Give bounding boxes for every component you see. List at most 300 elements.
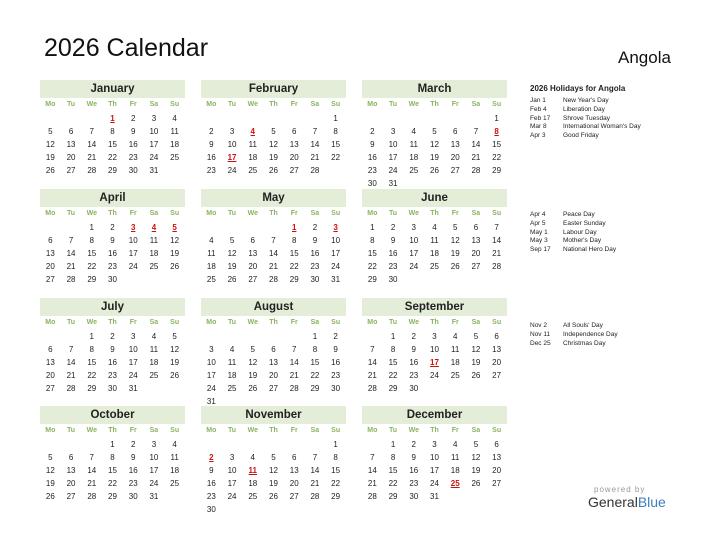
day-cell: 18	[248, 479, 258, 488]
day-cell: 23	[367, 166, 377, 175]
day-cell: 11	[170, 127, 179, 136]
holiday-group-q4	[530, 322, 705, 348]
day-cell: 1	[110, 440, 115, 449]
day-cell: 17	[227, 479, 237, 488]
empty-cell	[362, 438, 383, 451]
weekday-label: Tu	[228, 427, 237, 434]
empty-cell	[263, 330, 284, 343]
month-name: August	[201, 298, 346, 316]
day-cell: 2	[411, 440, 416, 449]
weekday-label: Su	[492, 427, 502, 434]
day-cell: 20	[471, 249, 481, 258]
day-cell: 16	[331, 358, 341, 367]
empty-cell	[222, 330, 243, 343]
holiday-group-q1	[530, 97, 705, 141]
day-cell: 13	[492, 453, 502, 462]
weekday-label: Fr	[129, 210, 137, 217]
day-cell: 14	[310, 140, 320, 149]
weekday-label: Tu	[67, 210, 76, 217]
day-grid	[362, 98, 507, 190]
day-cell: 22	[331, 479, 341, 488]
day-cell: 9	[130, 453, 136, 462]
day-cell: 25	[450, 371, 460, 380]
day-cell: 12	[471, 345, 481, 354]
day-cell: 25	[170, 479, 180, 488]
day-cell: 24	[409, 262, 419, 271]
weekday-label: Fr	[129, 101, 137, 108]
weekday-label: Tu	[228, 319, 237, 326]
day-cell: 2	[130, 114, 136, 123]
weekday-label: We	[86, 319, 97, 326]
day-cell: 13	[450, 140, 460, 149]
day-cell: 19	[430, 153, 439, 162]
day-cell: 9	[390, 236, 396, 245]
holiday-name: Christmas Day	[563, 339, 606, 347]
weekday-label: Fr	[451, 210, 459, 217]
weekday-label: We	[247, 210, 258, 217]
empty-cell	[305, 112, 326, 125]
month-january	[40, 80, 185, 177]
day-cell: 20	[492, 466, 502, 475]
day-cell: 4	[250, 453, 255, 462]
day-cell: 12	[471, 453, 481, 462]
day-cell: 20	[248, 262, 258, 271]
weekday-label: Sa	[310, 427, 320, 434]
empty-cell	[305, 438, 326, 451]
holiday-day-cell: 11	[248, 466, 258, 475]
day-cell: 15	[310, 358, 320, 367]
weekday-label: Mo	[45, 101, 56, 108]
holiday-list	[530, 322, 705, 348]
day-cell: 2	[312, 223, 318, 232]
holiday-name: Liberation Day	[563, 105, 605, 113]
day-cell: 6	[473, 223, 479, 232]
day-cell: 24	[149, 153, 159, 162]
holiday-row	[530, 229, 705, 238]
day-cell: 14	[492, 236, 502, 245]
weekday-label: Fr	[451, 101, 459, 108]
empty-cell	[222, 221, 243, 234]
day-cell: 8	[89, 236, 94, 245]
day-cell: 10	[128, 236, 138, 245]
weekday-label: Mo	[367, 210, 378, 217]
day-cell: 22	[492, 153, 502, 162]
day-cell: 10	[331, 236, 341, 245]
weekday-label: Th	[108, 319, 117, 326]
day-cell: 8	[333, 127, 338, 136]
weekday-label: Fr	[290, 101, 298, 108]
day-cell: 23	[128, 153, 138, 162]
weekday-label: Su	[492, 319, 502, 326]
weekday-label: We	[86, 210, 97, 217]
day-cell: 7	[370, 453, 375, 462]
weekday-label: Fr	[129, 319, 137, 326]
day-cell: 2	[209, 127, 214, 136]
holiday-date: Sep 17	[530, 246, 551, 254]
holiday-name: All Souls' Day	[563, 322, 603, 329]
empty-cell	[201, 330, 222, 343]
empty-cell	[40, 330, 61, 343]
day-cell: 25	[248, 166, 258, 175]
day-cell: 21	[87, 153, 97, 162]
day-cell: 8	[89, 345, 94, 354]
holiday-row	[530, 97, 705, 106]
holiday-day-cell: 8	[494, 127, 499, 136]
holiday-name: Shrove Tuesday	[563, 114, 610, 122]
weekday-label: Mo	[206, 319, 217, 326]
day-cell: 17	[149, 140, 159, 149]
day-grid	[362, 424, 507, 503]
empty-cell	[40, 112, 61, 125]
brand-blue: Blue	[637, 494, 666, 510]
weekday-label: Sa	[149, 101, 159, 108]
day-cell: 30	[108, 275, 117, 284]
day-cell: 21	[310, 479, 320, 488]
day-cell: 14	[367, 358, 377, 367]
day-cell: 23	[331, 371, 341, 380]
weekday-label: Fr	[290, 210, 298, 217]
month-name: September	[362, 298, 507, 316]
empty-cell	[284, 112, 305, 125]
day-cell: 15	[331, 466, 341, 475]
day-cell: 28	[367, 384, 377, 393]
day-grid	[40, 98, 185, 177]
empty-cell	[40, 438, 61, 451]
day-cell: 9	[333, 345, 338, 354]
day-cell: 24	[128, 371, 138, 380]
day-cell: 30	[128, 166, 138, 175]
day-cell: 17	[149, 466, 159, 475]
day-cell: 25	[149, 371, 159, 380]
day-cell: 23	[206, 166, 216, 175]
month-december	[362, 406, 507, 503]
day-cell: 31	[331, 275, 341, 284]
day-cell: 1	[89, 332, 94, 341]
empty-cell	[61, 330, 82, 343]
day-cell: 1	[333, 440, 338, 449]
empty-cell	[222, 438, 243, 451]
day-cell: 17	[409, 249, 419, 258]
holiday-date: May 1	[530, 228, 548, 236]
day-cell: 22	[87, 262, 97, 271]
day-cell: 29	[388, 384, 398, 393]
holiday-row	[530, 211, 705, 220]
month-august	[201, 298, 346, 408]
day-cell: 8	[390, 345, 396, 354]
weekday-label: Su	[170, 101, 180, 108]
day-cell: 2	[110, 332, 115, 341]
day-cell: 21	[87, 479, 97, 488]
day-cell: 23	[108, 262, 117, 271]
day-cell: 18	[170, 466, 180, 475]
weekday-label: We	[247, 427, 258, 434]
empty-cell	[222, 112, 243, 125]
day-cell: 13	[471, 236, 481, 245]
holiday-row	[530, 132, 705, 141]
weekday-label: Fr	[451, 319, 459, 326]
day-cell: 13	[248, 249, 258, 258]
day-cell: 15	[289, 249, 299, 258]
empty-cell	[242, 221, 263, 234]
day-cell: 23	[128, 479, 138, 488]
weekday-label: We	[408, 210, 419, 217]
day-cell: 15	[108, 466, 117, 475]
weekday-label: We	[408, 427, 419, 434]
weekday-label: We	[86, 427, 97, 434]
day-cell: 21	[289, 371, 299, 380]
day-cell: 17	[331, 249, 341, 258]
empty-cell	[61, 112, 82, 125]
month-name: November	[201, 406, 346, 424]
weekday-label: Mo	[206, 427, 217, 434]
day-grid	[201, 98, 346, 177]
day-cell: 12	[170, 345, 180, 354]
day-cell: 21	[310, 153, 320, 162]
day-cell: 7	[370, 345, 375, 354]
day-grid	[40, 207, 185, 286]
day-cell: 17	[388, 153, 398, 162]
day-cell: 26	[45, 166, 55, 175]
day-cell: 8	[110, 453, 115, 462]
holiday-list-title: 2026 Holidays for Angola	[530, 84, 626, 93]
holiday-day-cell: 2	[209, 453, 214, 462]
brand-name	[588, 494, 698, 510]
day-cell: 12	[269, 140, 278, 149]
day-cell: 6	[291, 127, 297, 136]
weekday-label: Su	[331, 210, 341, 217]
day-cell: 21	[492, 249, 502, 258]
day-cell: 5	[432, 127, 437, 136]
holiday-name: New Year's Day	[563, 97, 609, 104]
holiday-row	[530, 322, 705, 331]
day-cell: 28	[66, 275, 76, 284]
day-cell: 29	[367, 275, 377, 284]
holiday-name: Good Friday	[563, 132, 599, 140]
day-cell: 15	[492, 140, 502, 149]
day-cell: 22	[108, 479, 117, 488]
day-cell: 22	[289, 262, 299, 271]
day-cell: 14	[289, 358, 299, 367]
day-cell: 25	[170, 153, 180, 162]
day-grid	[40, 316, 185, 395]
weekday-label: Fr	[129, 427, 137, 434]
weekday-label: Mo	[45, 210, 56, 217]
holiday-date: Feb 4	[530, 105, 547, 113]
holiday-date: Apr 5	[530, 219, 546, 227]
holiday-date: Jan 1	[530, 97, 546, 104]
holiday-day-cell: 17	[227, 153, 237, 162]
day-cell: 20	[45, 262, 55, 271]
day-cell: 24	[331, 262, 341, 271]
day-cell: 31	[206, 397, 216, 406]
day-cell: 15	[87, 358, 97, 367]
day-cell: 24	[149, 479, 159, 488]
day-cell: 14	[269, 249, 278, 258]
weekday-label: Tu	[67, 319, 76, 326]
empty-cell	[81, 438, 102, 451]
day-cell: 20	[289, 153, 299, 162]
day-cell: 29	[108, 492, 117, 501]
day-cell: 13	[66, 466, 76, 475]
day-cell: 19	[227, 262, 237, 271]
day-cell: 11	[248, 140, 257, 149]
day-cell: 13	[66, 140, 76, 149]
day-cell: 26	[170, 262, 180, 271]
weekday-label: Th	[269, 101, 278, 108]
day-cell: 27	[492, 371, 502, 380]
empty-cell	[40, 221, 61, 234]
day-cell: 11	[170, 453, 179, 462]
day-cell: 20	[269, 371, 278, 380]
day-cell: 27	[471, 262, 481, 271]
day-cell: 15	[87, 249, 97, 258]
day-cell: 14	[87, 466, 97, 475]
day-cell: 18	[430, 249, 439, 258]
day-cell: 29	[87, 275, 97, 284]
month-name: October	[40, 406, 185, 424]
empty-cell	[201, 438, 222, 451]
day-cell: 2	[333, 332, 338, 341]
day-cell: 13	[492, 345, 502, 354]
day-cell: 3	[130, 332, 136, 341]
weekday-label: Th	[430, 427, 439, 434]
day-cell: 22	[310, 371, 320, 380]
day-cell: 3	[229, 127, 235, 136]
day-cell: 11	[227, 358, 237, 367]
day-cell: 22	[388, 371, 398, 380]
day-cell: 4	[209, 236, 214, 245]
holiday-row	[530, 115, 705, 124]
day-cell: 26	[269, 166, 278, 175]
day-cell: 29	[331, 492, 341, 501]
weekday-label: Su	[492, 101, 502, 108]
day-cell: 19	[450, 249, 460, 258]
day-cell: 19	[248, 371, 258, 380]
day-cell: 23	[388, 262, 398, 271]
day-cell: 10	[227, 140, 237, 149]
day-cell: 19	[269, 479, 278, 488]
weekday-label: Su	[331, 101, 341, 108]
day-cell: 23	[206, 492, 216, 501]
day-cell: 27	[66, 492, 76, 501]
weekday-label: Tu	[228, 210, 237, 217]
day-grid	[201, 424, 346, 516]
day-cell: 11	[451, 345, 460, 354]
holiday-name: Easter Sunday	[563, 219, 606, 227]
day-cell: 12	[45, 140, 55, 149]
day-cell: 10	[388, 140, 398, 149]
day-cell: 6	[48, 236, 53, 245]
empty-cell	[284, 438, 305, 451]
day-cell: 28	[66, 384, 76, 393]
weekday-label: Su	[170, 210, 180, 217]
day-cell: 4	[229, 345, 235, 354]
holiday-day-cell: 4	[250, 127, 255, 136]
day-cell: 15	[388, 466, 398, 475]
holiday-date: Mar 8	[530, 123, 547, 131]
empty-cell	[242, 112, 263, 125]
weekday-label: We	[86, 101, 97, 108]
weekday-label: Mo	[45, 427, 56, 434]
day-cell: 30	[388, 275, 398, 284]
day-cell: 16	[206, 153, 216, 162]
day-cell: 16	[108, 249, 117, 258]
day-cell: 30	[409, 492, 419, 501]
day-cell: 2	[390, 223, 396, 232]
empty-cell	[445, 112, 466, 125]
weekday-label: Th	[430, 210, 439, 217]
day-cell: 24	[227, 166, 237, 175]
day-cell: 12	[430, 140, 439, 149]
day-cell: 3	[390, 127, 396, 136]
month-name: May	[201, 189, 346, 207]
weekday-label: Sa	[471, 101, 481, 108]
day-grid	[362, 316, 507, 395]
day-cell: 28	[87, 166, 97, 175]
day-cell: 3	[432, 440, 437, 449]
holiday-date: May 3	[530, 237, 548, 245]
day-cell: 4	[452, 332, 458, 341]
day-cell: 19	[269, 153, 278, 162]
day-cell: 6	[271, 345, 276, 354]
month-april	[40, 189, 185, 286]
weekday-label: Th	[108, 210, 117, 217]
holiday-day-cell: 1	[110, 114, 115, 123]
day-cell: 8	[370, 236, 375, 245]
weekday-label: We	[408, 101, 419, 108]
day-cell: 27	[66, 166, 76, 175]
holiday-date: Feb 17	[530, 114, 551, 122]
day-cell: 30	[206, 505, 216, 514]
day-cell: 22	[367, 262, 377, 271]
day-cell: 13	[45, 249, 55, 258]
day-cell: 27	[289, 166, 299, 175]
day-cell: 13	[289, 140, 299, 149]
day-cell: 20	[66, 479, 76, 488]
day-cell: 9	[209, 140, 214, 149]
month-name: March	[362, 80, 507, 98]
weekday-label: Tu	[67, 101, 76, 108]
day-cell: 5	[229, 236, 235, 245]
day-cell: 28	[310, 166, 320, 175]
day-cell: 3	[432, 332, 437, 341]
empty-cell	[61, 221, 82, 234]
day-cell: 27	[45, 275, 55, 284]
day-cell: 6	[48, 345, 53, 354]
day-cell: 30	[409, 384, 419, 393]
day-cell: 30	[108, 384, 117, 393]
weekday-label: Sa	[471, 427, 481, 434]
holiday-row	[530, 340, 705, 349]
day-cell: 26	[269, 492, 278, 501]
day-cell: 21	[66, 371, 76, 380]
page-title: 2026 Calendar	[44, 34, 209, 62]
day-cell: 1	[390, 440, 396, 449]
day-cell: 16	[206, 479, 216, 488]
holiday-date: Nov 2	[530, 322, 547, 329]
day-grid	[201, 316, 346, 408]
weekday-label: Fr	[290, 427, 298, 434]
day-cell: 10	[430, 345, 439, 354]
day-cell: 29	[492, 166, 502, 175]
day-cell: 3	[209, 345, 214, 354]
empty-cell	[466, 112, 487, 125]
day-cell: 27	[492, 479, 502, 488]
day-cell: 19	[170, 358, 180, 367]
day-cell: 21	[367, 479, 377, 488]
day-cell: 9	[312, 236, 318, 245]
day-cell: 26	[170, 371, 180, 380]
